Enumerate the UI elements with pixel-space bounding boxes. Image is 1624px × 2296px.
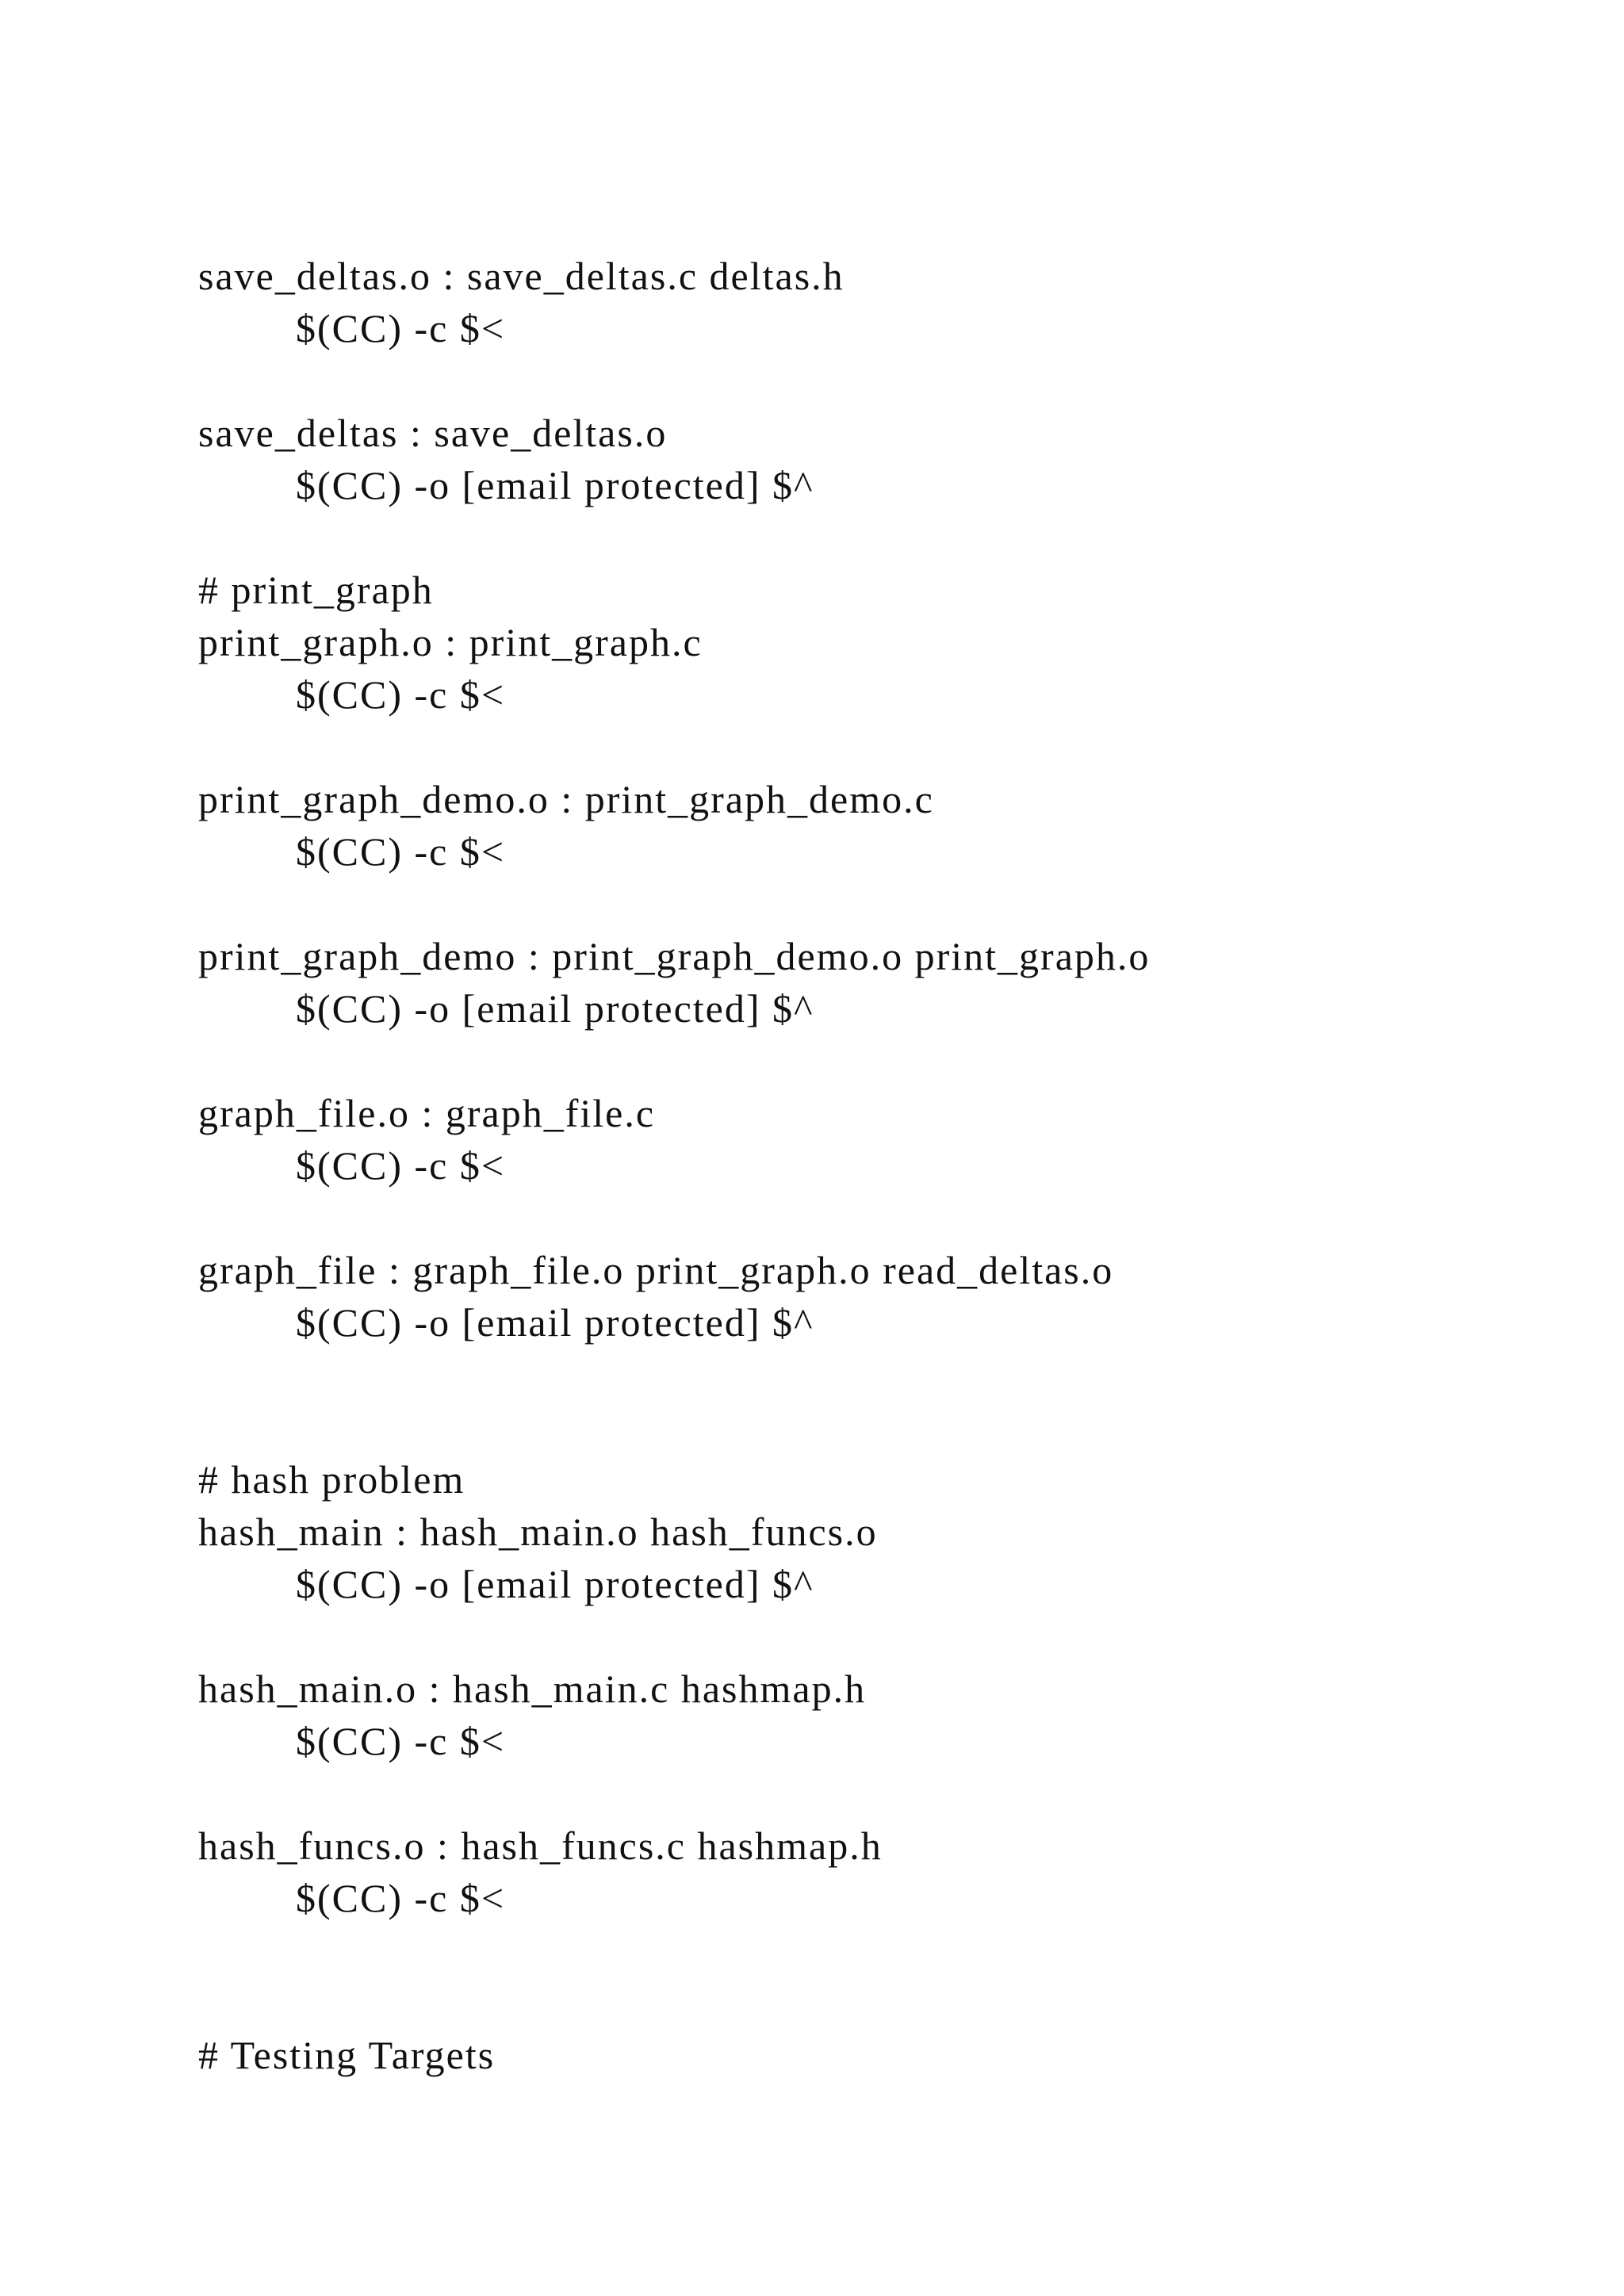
rule-command-line: $(CC) -o [email protected] $^ bbox=[296, 463, 814, 507]
section-comment: # print_graph bbox=[198, 568, 434, 612]
section-comment: # hash problem bbox=[198, 1457, 465, 1502]
rule-command-line: $(CC) -c $< bbox=[296, 1143, 506, 1188]
rule-target-line: print_graph.o : print_graph.c bbox=[198, 620, 703, 664]
rule-command-line: $(CC) -c $< bbox=[296, 672, 506, 717]
rule-target-line: hash_funcs.o : hash_funcs.c hashmap.h bbox=[198, 1823, 883, 1868]
rule-target-line: hash_main.o : hash_main.c hashmap.h bbox=[198, 1667, 867, 1711]
rule-target-line: graph_file.o : graph_file.c bbox=[198, 1091, 656, 1135]
rule-command-line: $(CC) -o [email protected] $^ bbox=[296, 1562, 814, 1606]
rule-command-line: $(CC) -o [email protected] $^ bbox=[296, 1300, 814, 1345]
rule-target-line: save_deltas : save_deltas.o bbox=[198, 411, 668, 455]
rule-target-line: hash_main : hash_main.o hash_funcs.o bbox=[198, 1510, 878, 1554]
rule-target-line: print_graph_demo : print_graph_demo.o print_graph.o bbox=[198, 934, 1151, 978]
rule-command-line: $(CC) -c $< bbox=[296, 306, 506, 350]
rule-target-line: print_graph_demo.o : print_graph_demo.c bbox=[198, 777, 934, 821]
section-comment: # Testing Targets bbox=[198, 2033, 496, 2077]
rule-command-line: $(CC) -c $< bbox=[296, 829, 506, 874]
rule-target-line: graph_file : graph_file.o print_graph.o read_deltas.o bbox=[198, 1248, 1114, 1292]
rule-target-line: save_deltas.o : save_deltas.c deltas.h bbox=[198, 254, 845, 298]
rule-command-line: $(CC) -c $< bbox=[296, 1876, 506, 1920]
rule-command-line: $(CC) -o [email protected] $^ bbox=[296, 986, 814, 1031]
rule-command-line: $(CC) -c $< bbox=[296, 1719, 506, 1763]
